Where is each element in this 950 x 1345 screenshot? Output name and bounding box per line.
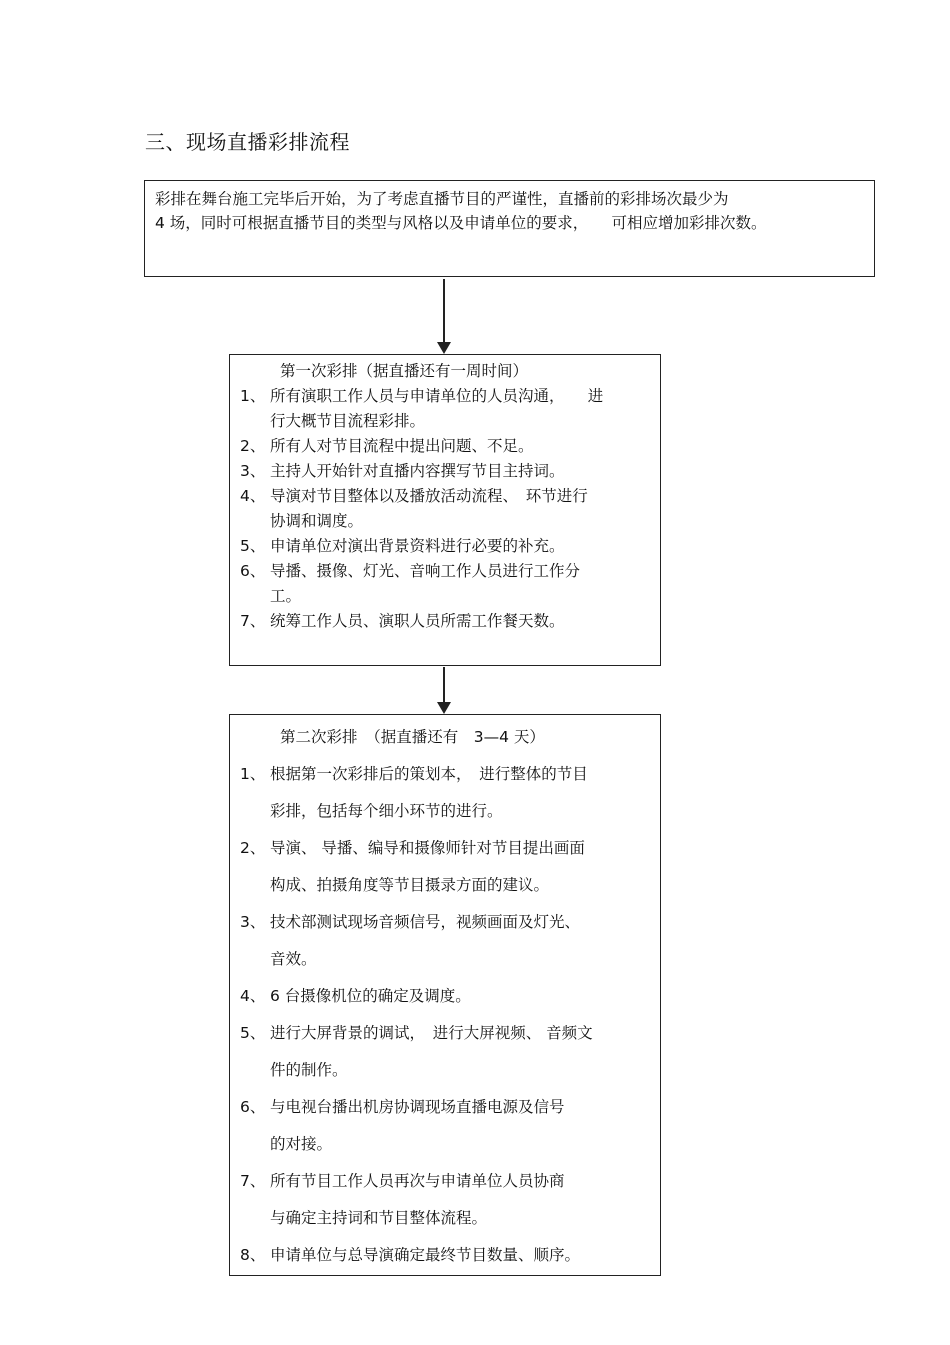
list-item [240, 904, 650, 978]
list-item [240, 459, 650, 484]
list-item [240, 1015, 650, 1089]
list-item [240, 978, 650, 1015]
list-item [240, 830, 650, 904]
item-line: 导演、 导播、编导和摄像师针对节目提出画面 [270, 839, 585, 857]
intro-line: 4 场，同时可根据直播节目的类型与风格以及申请单位的要求， 可相应增加彩排次数。 [155, 214, 767, 232]
arrow-shaft [443, 279, 445, 343]
flow-arrow-down [437, 279, 451, 354]
item-line: 导演对节目整体以及播放活动流程、 环节进行 [270, 487, 588, 505]
item-number: 5、 [240, 537, 266, 555]
item-number: 7、 [240, 1172, 266, 1190]
list-item [240, 609, 650, 634]
list-item [240, 484, 650, 534]
list-item [240, 1237, 650, 1274]
item-number: 5、 [240, 1024, 266, 1042]
first-rehearsal-box [229, 354, 661, 666]
arrow-head-icon [437, 342, 451, 354]
intro-line: 彩排在舞台施工完毕后开始，为了考虑直播节目的严谨性，直播前的彩排场次最少为 [155, 190, 729, 208]
item-number: 8、 [240, 1246, 266, 1264]
item-line: 技术部测试现场音频信号，视频画面及灯光、 [270, 913, 581, 931]
item-line: 导播、摄像、灯光、音响工作人员进行工作分 [270, 562, 581, 580]
item-number: 4、 [240, 487, 266, 505]
second-rehearsal-title: 第二次彩排 （据直播还有 3—4 天） [280, 728, 545, 746]
list-item [240, 534, 650, 559]
arrow-head-icon [437, 702, 451, 714]
list-item [240, 384, 650, 434]
item-number: 1、 [240, 387, 266, 405]
item-line: 进行大屏背景的调试， 进行大屏视频、 音频文 [270, 1024, 593, 1042]
list-item [240, 756, 650, 830]
item-line: 件的制作。 [270, 1061, 348, 1079]
item-line: 行大概节目流程彩排。 [270, 412, 426, 430]
list-item [240, 559, 650, 609]
item-line: 主持人开始针对直播内容撰写节目主持词。 [270, 462, 565, 480]
arrow-shaft [443, 667, 445, 703]
item-line: 音效。 [270, 950, 317, 968]
list-item [240, 1163, 650, 1237]
item-line: 所有人对节目流程中提出问题、不足。 [270, 437, 534, 455]
item-number: 7、 [240, 612, 266, 630]
flow-arrow-down [437, 667, 451, 714]
intro-box [144, 180, 875, 277]
item-number: 2、 [240, 839, 266, 857]
item-line: 申请单位对演出背景资料进行必要的补充。 [270, 537, 565, 555]
list-item [240, 1089, 650, 1163]
item-number: 2、 [240, 437, 266, 455]
item-line: 与电视台播出机房协调现场直播电源及信号 [270, 1098, 565, 1116]
item-number: 1、 [240, 765, 266, 783]
list-item [240, 434, 650, 459]
item-line: 协调和调度。 [270, 512, 364, 530]
item-line: 根据第一次彩排后的策划本， 进行整体的节目 [270, 765, 588, 783]
first-rehearsal-title: 第一次彩排（据直播还有一周时间） [280, 362, 529, 380]
item-line: 工。 [270, 587, 302, 605]
item-line: 所有演职工作人员与申请单位的人员沟通， 进 [270, 387, 604, 405]
second-rehearsal-box [229, 714, 661, 1276]
item-line: 所有节目工作人员再次与申请单位人员协商 [270, 1172, 565, 1190]
section-title: 三、现场直播彩排流程 [145, 130, 350, 154]
item-number: 3、 [240, 913, 266, 931]
item-line: 申请单位与总导演确定最终节目数量、顺序。 [270, 1246, 581, 1264]
item-number: 6、 [240, 562, 266, 580]
item-number: 6、 [240, 1098, 266, 1116]
item-line: 与确定主持词和节目整体流程。 [270, 1209, 488, 1227]
item-line: 的对接。 [270, 1135, 333, 1153]
item-number: 4、 [240, 987, 266, 1005]
item-number: 3、 [240, 462, 266, 480]
item-line: 构成、拍摄角度等节目摄录方面的建议。 [270, 876, 550, 894]
item-line: 统筹工作人员、演职人员所需工作餐天数。 [270, 612, 565, 630]
item-line: 6 台摄像机位的确定及调度。 [270, 987, 471, 1005]
item-line: 彩排，包括每个细小环节的进行。 [270, 802, 503, 820]
